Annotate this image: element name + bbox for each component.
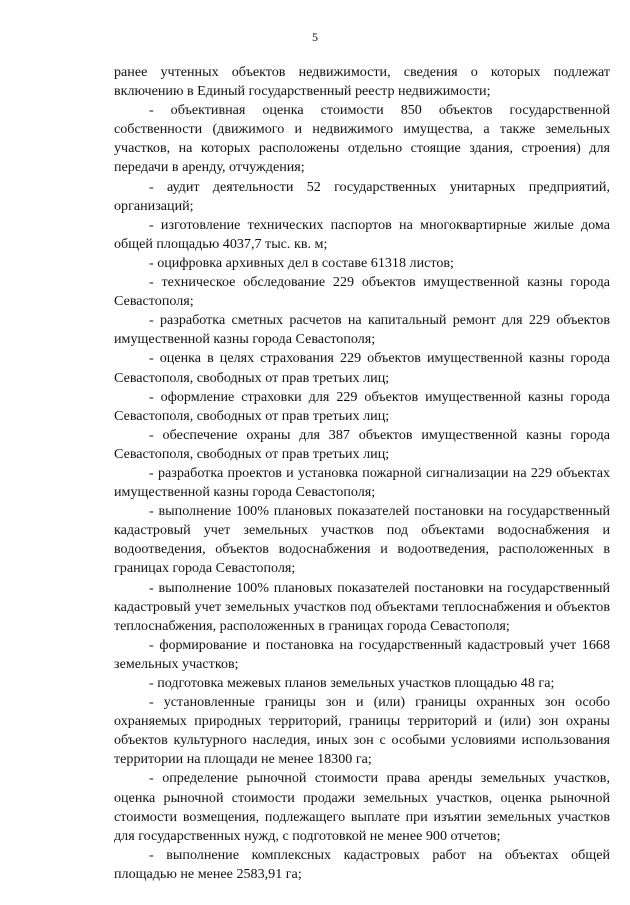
list-item: - подготовка межевых планов земельных участков площадью 48 га; [149,675,555,691]
list-item: - оцифровка архивных дел в составе 61318 листов; [149,254,454,271]
list-item: - изготовление технических паспортов на многоквартирные жилые дома общей площадью 4037,7 тыс. кв. м; [114,216,610,252]
list-item: - установленные границы зон и (или) границы охранных зон особо охраняемых природных территорий, границы территорий и (или) зон охраны объектов культурного наследия, иных зон с особыми условиями использования территории на площади не менее 18300 га; [114,694,610,768]
list-item: - разработка проектов и установка пожарной сигнализации на 229 объектах имущественной казны города Севастополя; [114,464,610,501]
list-item: - выполнение 100% плановых показателей постановки на государственный кадастровый учет земельных участков под объектами водоснабжения и водоотведения, объектов водоснабжения и водоотведения, расположенных в границах города Севастополя; [114,503,610,577]
list-item: - техническое обследование 229 объектов имущественной казны города Севастополя; [114,274,610,310]
list-item: - обеспечение охраны для 387 объектов имущественной казны города Севастополя, свободных от прав третьих лиц; [114,426,610,462]
paragraph: ранее учтенных объектов недвижимости, сведения о которых подлежат включению в Единый государственный реестр недвижимости; [114,64,610,100]
list-item: - выполнение 100% плановых показателей постановки на государственный кадастровый учет земельных участков под объектами теплоснабжения и объектов теплоснабжения, расположенных в границах города Севастополя; [114,579,610,634]
list-item: - объективная оценка стоимости 850 объектов государственной собственности (движимого и недвижимого имущества, а также земельных участков, на которых расположены отдельно стоящие здания, строения) для передачи в аренду, отчуждения; [114,102,610,176]
list-item: - формирование и постановка на государственный кадастровый учет 1668 земельных участков; [114,636,610,672]
list-item: - определение рыночной стоимости права аренды земельных участков, оценка рыночной стоимости продажи земельных участков, оценка рыночной стоимости возмещения, подлежащего выплате при изъятии земельных участков для государственных нужд, с подготовкой не менее 900 отчетов; [114,770,610,844]
list-item: - разработка сметных расчетов на капитальный ремонт для 229 объектов имущественной казны города Севастополя; [114,312,610,348]
list-item: - выполнение комплексных кадастровых работ на объектах общей площадью не менее 2583,91 га; [114,846,610,882]
list-item: - оформление страховки для 229 объектов имущественной казны города Севастополя, свободных от прав третьих лиц; [114,388,610,424]
list-item: - аудит деятельности 52 государственных унитарных предприятий, организаций; [114,178,610,214]
list-item: - оценка в целях страхования 229 объектов имущественной казны города Севастополя, свободных от прав третьих лиц; [114,350,610,386]
document-body [114,63,610,884]
page-number: 5 [312,30,318,44]
